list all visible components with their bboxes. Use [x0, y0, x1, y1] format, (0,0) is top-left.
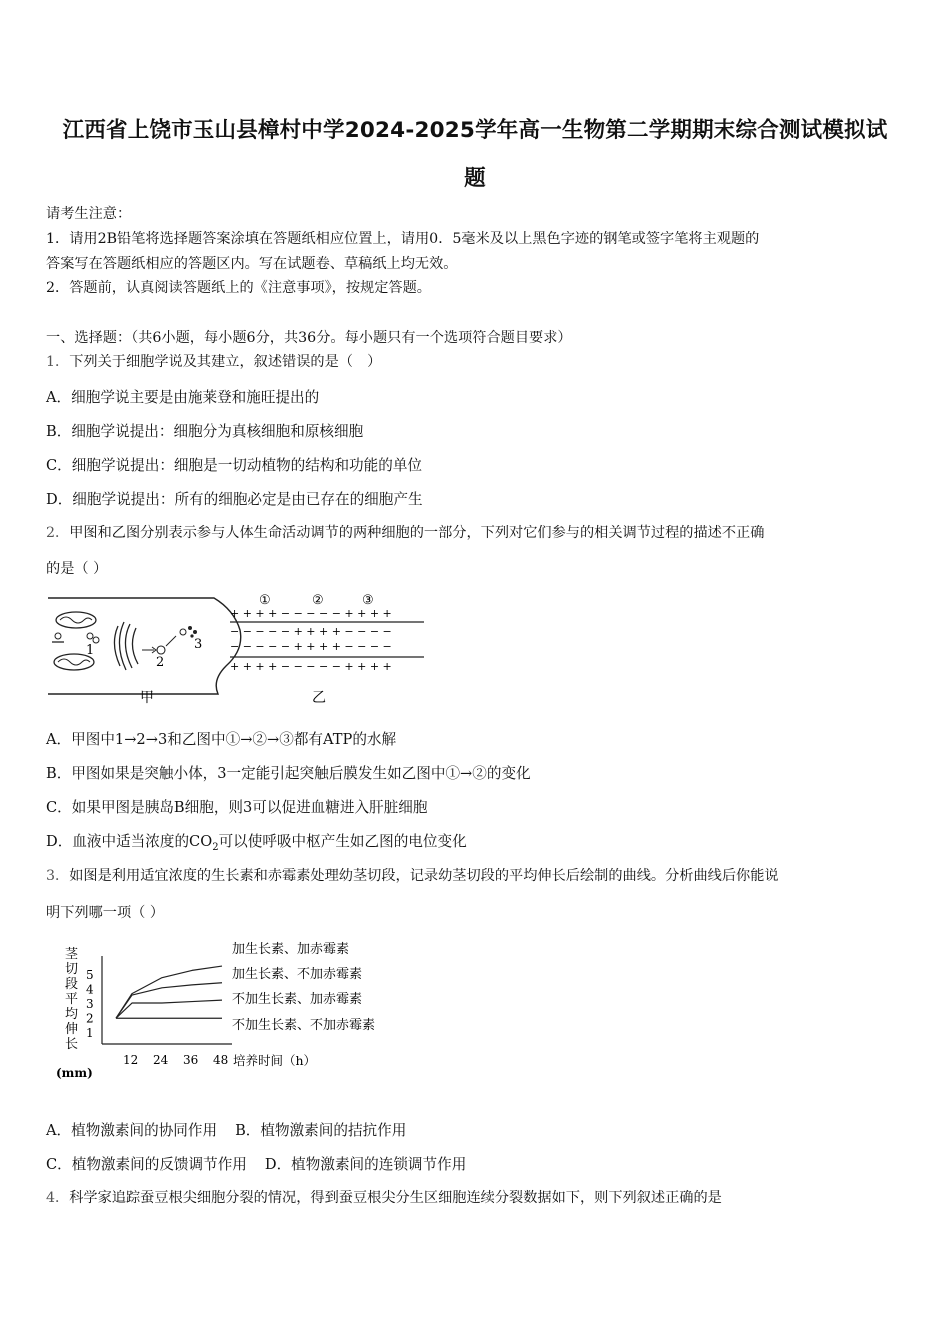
section-heading: 一、选择题：（共6小题，每小题6分，共36分。每小题只有一个选项符合题目要求） — [46, 330, 572, 346]
question-number: 4． — [46, 1190, 70, 1206]
question-number: 1． — [46, 354, 70, 370]
figure-label-3: 3 — [194, 637, 203, 652]
x-tick-label: 48 — [213, 1053, 229, 1067]
vesicle-icon — [55, 633, 61, 639]
question-2-stem — [46, 522, 764, 542]
q1-option-d: D．细胞学说提出：所有的细胞必定是由已存在的细胞产生 — [46, 491, 423, 508]
q3-option-d: D．植物激素间的连锁调节作用 — [264, 1156, 467, 1173]
y-label-char: 平 — [65, 992, 79, 1007]
option-text: 可以使呼吸中枢产生如乙图的电位变化 — [218, 833, 467, 850]
question-2-stem-continued: 的是（ ） — [46, 561, 108, 577]
question-3-stem — [46, 865, 779, 885]
vesicle-icon — [87, 633, 93, 639]
secretion-dot — [193, 630, 197, 634]
y-axis-label — [65, 947, 79, 1052]
question-text: 如图是利用适宜浓度的生长素和赤霉素处理幼茎切段，记录幼茎切段的平均伸长后绘制的曲线。分析曲线后你能说 — [69, 868, 779, 884]
notice-heading: 请考生注意： — [46, 206, 132, 222]
q3-options-ab — [46, 1119, 406, 1140]
series-group — [116, 966, 222, 1018]
y-label-char: 均 — [65, 1007, 79, 1022]
y-label-char: 段 — [65, 977, 79, 992]
q3-options-cd — [46, 1153, 466, 1174]
question-number: 3． — [46, 868, 70, 884]
y-tick-label: 5 — [86, 967, 94, 982]
x-ticks — [123, 1053, 228, 1067]
secretion-dot — [188, 626, 192, 630]
series-label: 不加生长素、加赤霉素 — [232, 992, 363, 1007]
golgi-icon — [125, 624, 132, 668]
y-label-char: 茎 — [65, 947, 79, 962]
q3-option-b: B．植物激素间的拮抗作用 — [235, 1122, 407, 1139]
x-tick-label: 36 — [183, 1053, 199, 1067]
page-title: 江西省上饶市玉山县樟村中学2024-2025学年高一生物第二学期期末综合测试模拟试 — [62, 118, 888, 143]
x-tick-label: 24 — [153, 1053, 169, 1067]
x-axis-label: 培养时间（h） — [233, 1053, 317, 1068]
charge-row-inner-top: − − − − − + + + + − − − − — [230, 625, 392, 638]
q2-option-d — [46, 830, 467, 853]
growth-chart — [50, 936, 410, 1086]
q2-option-c: C．如果甲图是胰岛B细胞，则3可以促进血糖进入肝脏细胞 — [46, 799, 428, 816]
legend-group — [232, 941, 375, 1033]
golgi-icon — [132, 628, 138, 664]
notice-item-2: 2．答题前，认真阅读答题纸上的《注意事项》，按规定答题。 — [46, 280, 431, 296]
figure-label-1: 1 — [86, 643, 95, 658]
q2-option-a: A．甲图中1→2→3和乙图中①→②→③都有ATP的水解 — [46, 731, 397, 748]
y-ticks — [86, 968, 94, 1040]
charge-row-outer-top: + + + + − − − − − + + + + — [230, 607, 392, 620]
series-label: 加生长素、加赤霉素 — [232, 942, 350, 957]
notice-item-1: 1．请用2B铅笔将选择题答案涂填在答题纸相应位置上，请用0．5毫米及以上黑色字迹的钢笔或签字笔将主观题的 — [46, 231, 760, 247]
question-4-stem — [46, 1187, 722, 1207]
mitochondrion-icon — [56, 612, 96, 628]
series-label: 不加生长素、不加赤霉素 — [232, 1018, 376, 1033]
series-label: 加生长素、不加赤霉素 — [232, 967, 363, 982]
y-label-char: 切 — [65, 962, 79, 977]
figure-label-yi: 乙 — [312, 690, 326, 706]
question-text: 甲图和乙图分别表示参与人体生命活动调节的两种细胞的一部分，下列对它们参与的相关调节过程的描述不正确 — [69, 525, 765, 541]
notice-item-1-continued: 答案写在答题纸相应的答题区内。写在试题卷、草稿纸上均无效。 — [46, 256, 458, 272]
q1-option-a: A．细胞学说主要是由施莱登和施旺提出的 — [46, 389, 320, 406]
q3-option-c: C．植物激素间的反馈调节作用 — [46, 1156, 247, 1173]
charge-row-outer-bottom: + + + + − − − − − + + + + — [230, 660, 392, 673]
y-tick-label: 2 — [86, 1011, 94, 1026]
circled-label-3: ③ — [362, 593, 374, 608]
y-label-char: 伸 — [65, 1022, 79, 1037]
q2-option-b: B．甲图如果是突触小体，3一定能引起突触后膜发生如乙图中①→②的变化 — [46, 765, 531, 782]
question-text: 科学家追踪蚕豆根尖细胞分裂的情况，得到蚕豆根尖分生区细胞连续分裂数据如下，则下列叙述正确的是 — [69, 1190, 722, 1206]
cell-diagram-figure — [44, 590, 434, 710]
circled-label-2: ② — [312, 593, 324, 608]
figure-label-jia: 甲 — [140, 690, 154, 706]
question-number: 2． — [46, 525, 70, 541]
y-tick-label: 1 — [86, 1025, 94, 1040]
q1-option-b: B．细胞学说提出：细胞分为真核细胞和原核细胞 — [46, 423, 364, 440]
arrow-icon — [166, 636, 176, 646]
option-text: D．血液中适当浓度的CO — [46, 833, 213, 850]
q1-option-c: C．细胞学说提出：细胞是一切动植物的结构和功能的单位 — [46, 457, 423, 474]
mitochondrion-cristae — [58, 659, 90, 665]
y-axis-unit: (mm) — [56, 1066, 93, 1080]
page-title-continued: 题 — [464, 166, 486, 191]
y-tick-label: 4 — [86, 982, 94, 997]
subscript: 2 — [212, 841, 219, 853]
question-3-stem-continued: 明下列哪一项（ ） — [46, 905, 165, 921]
y-label-char: 长 — [65, 1037, 79, 1052]
q3-option-a: A．植物激素间的协同作用 — [46, 1122, 218, 1139]
series-line — [116, 966, 222, 1018]
vesicle-icon — [180, 629, 186, 635]
mitochondrion-cristae — [60, 617, 92, 623]
charge-row-inner-bottom: − − − − − + + + + − − − − — [230, 640, 392, 653]
vesicle-icon — [157, 646, 165, 654]
x-tick-label: 12 — [123, 1053, 139, 1067]
series-line — [116, 1000, 222, 1018]
y-tick-label: 3 — [86, 996, 94, 1011]
question-text: 下列关于细胞学说及其建立，叙述错误的是（ ） — [69, 354, 382, 370]
figure-label-2: 2 — [156, 655, 165, 670]
circled-label-1: ① — [259, 593, 271, 608]
question-1-stem — [46, 351, 381, 371]
